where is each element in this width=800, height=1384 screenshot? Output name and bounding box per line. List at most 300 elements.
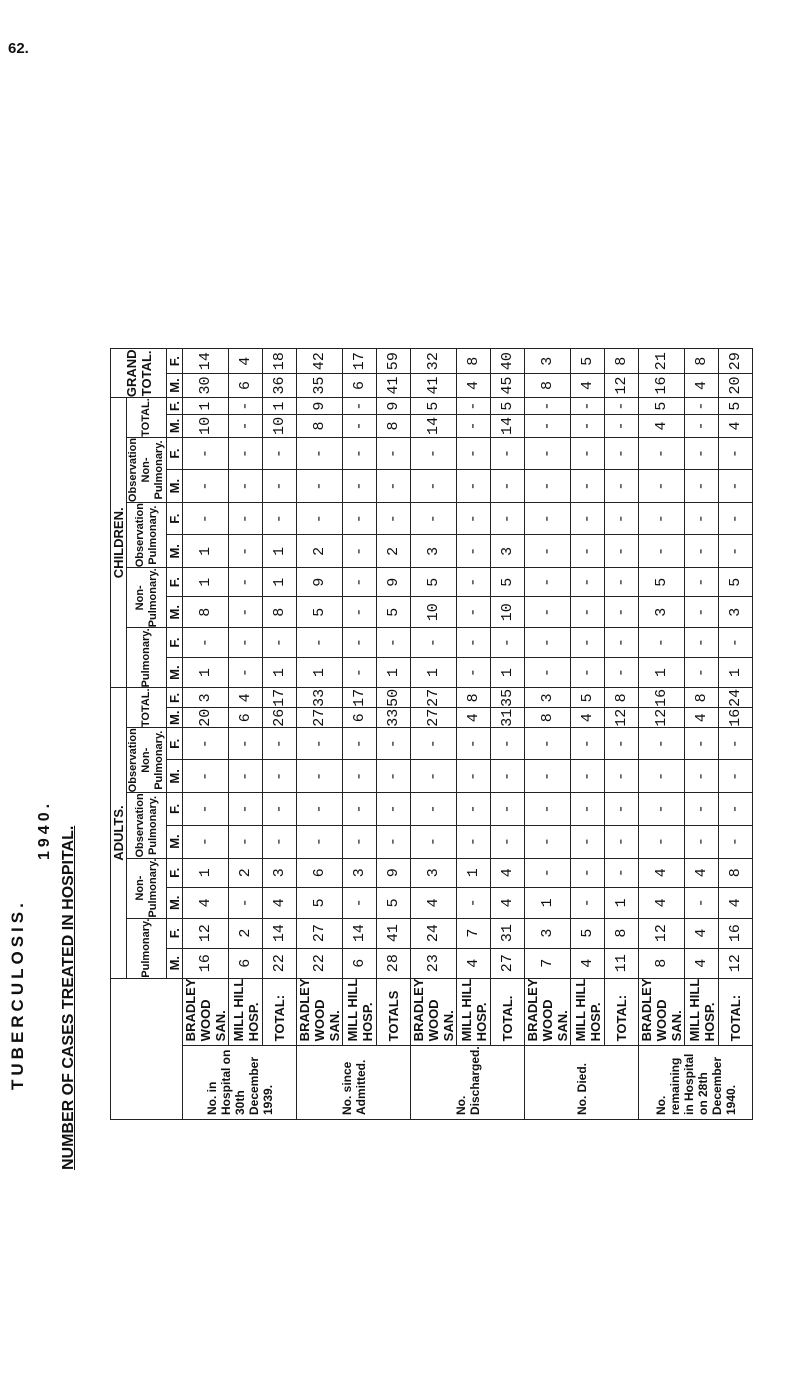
adults-value-cell: - <box>263 793 297 825</box>
row-label: MILL HILL HOSP. <box>229 978 263 1046</box>
adults-value-cell: 6 <box>229 708 263 728</box>
adults-value-cell: - <box>229 793 263 825</box>
table-row <box>685 349 719 1120</box>
sex-header-f: F. <box>167 503 183 535</box>
children-value-cell: 10 <box>263 414 297 437</box>
adults-value-cell: - <box>525 793 571 825</box>
children-value-cell: - <box>639 437 685 469</box>
adults-value-cell: 14 <box>263 918 297 948</box>
children-value-cell: 5 <box>411 568 457 597</box>
table-row <box>719 349 753 1120</box>
row-label: BRADLEY WOOD SAN. <box>525 978 571 1046</box>
children-value-cell: 10 <box>183 414 229 437</box>
table-row <box>491 349 525 1120</box>
children-value-cell: - <box>343 597 377 628</box>
children-value-cell: - <box>571 503 605 535</box>
children-value-cell: 1 <box>183 568 229 597</box>
adults-value-cell: 16 <box>719 918 753 948</box>
row-label: MILL HILL HOSP. <box>685 978 719 1046</box>
children-value-cell: - <box>343 470 377 503</box>
children-value-cell: 5 <box>639 568 685 597</box>
adults-value-cell: - <box>343 760 377 793</box>
adults-value-cell: 26 <box>263 708 297 728</box>
adults-value-cell: 4 <box>263 888 297 919</box>
adults-value-cell: 27 <box>297 918 343 948</box>
adults-value-cell: 27 <box>411 708 457 728</box>
sex-header-f: F. <box>167 858 183 887</box>
children-value-cell: 5 <box>297 597 343 628</box>
sex-header-m: M. <box>167 414 183 437</box>
children-value-cell: - <box>525 628 571 657</box>
children-value-cell: - <box>719 470 753 503</box>
sex-header-f: F. <box>167 437 183 469</box>
children-value-cell: 1 <box>491 657 525 688</box>
row-label: TOTALS <box>377 978 411 1046</box>
adults-value-cell: - <box>525 825 571 858</box>
row-label: TOTAL: <box>263 978 297 1046</box>
children-value-cell: - <box>571 414 605 437</box>
children-value-cell: - <box>571 597 605 628</box>
children-value-cell: 1 <box>263 568 297 597</box>
table-row <box>377 349 411 1120</box>
adults-value-cell: 27 <box>491 948 525 978</box>
table-row <box>297 349 343 1120</box>
children-value-cell: - <box>457 470 491 503</box>
adults-value-cell: 4 <box>685 948 719 978</box>
grand-value-cell: 8 <box>605 349 639 373</box>
adults-value-cell: 4 <box>229 688 263 708</box>
sex-header-m: M. <box>167 948 183 978</box>
adults-value-cell: - <box>457 825 491 858</box>
adults-value-cell: 12 <box>639 708 685 728</box>
adults-value-cell: - <box>639 728 685 760</box>
adults-value-cell: 33 <box>297 688 343 708</box>
adults-value-cell: - <box>263 825 297 858</box>
grand-value-cell: 8 <box>685 349 719 373</box>
children-value-cell: - <box>525 437 571 469</box>
adults-value-cell: 3 <box>343 858 377 887</box>
adults-value-cell: - <box>183 793 229 825</box>
children-value-cell: - <box>605 414 639 437</box>
table-row <box>571 349 605 1120</box>
adults-value-cell: 8 <box>605 688 639 708</box>
adults-value-cell: - <box>605 825 639 858</box>
grand-value-cell: 35 <box>297 373 343 397</box>
adults-value-cell: 6 <box>297 858 343 887</box>
adults-value-cell: 12 <box>605 708 639 728</box>
children-value-cell: - <box>263 437 297 469</box>
adults-value-cell: - <box>411 760 457 793</box>
children-value-cell: - <box>457 535 491 568</box>
adults-value-cell: - <box>343 728 377 760</box>
adults-value-cell: - <box>525 728 571 760</box>
children-header: CHILDREN. <box>111 398 127 688</box>
table-row <box>263 349 297 1120</box>
children-value-cell: - <box>183 470 229 503</box>
sex-header-m: M. <box>167 708 183 728</box>
adults-value-cell: 24 <box>411 918 457 948</box>
children-value-cell: - <box>491 503 525 535</box>
adults-value-cell: 4 <box>183 888 229 919</box>
children-value-cell: - <box>685 628 719 657</box>
children-value-cell: - <box>571 398 605 415</box>
grand-value-cell: 8 <box>457 349 491 373</box>
adults-value-cell: - <box>571 825 605 858</box>
children-value-cell: - <box>343 535 377 568</box>
children-value-cell: - <box>377 437 411 469</box>
adults-value-cell: 1 <box>183 858 229 887</box>
adults-value-cell: - <box>263 760 297 793</box>
row-label: MILL HILL HOSP. <box>457 978 491 1046</box>
grand-value-cell: 12 <box>605 373 639 397</box>
children-value-cell: 1 <box>263 535 297 568</box>
children-value-cell: 3 <box>639 597 685 628</box>
adults-value-cell: 8 <box>685 688 719 708</box>
table-row <box>343 349 377 1120</box>
children-value-cell: - <box>229 470 263 503</box>
sex-header-f: F. <box>167 793 183 825</box>
children-value-cell: 5 <box>411 398 457 415</box>
children-value-cell: 8 <box>183 597 229 628</box>
adults-value-cell: 27 <box>297 708 343 728</box>
children-value-cell: 4 <box>719 414 753 437</box>
children-value-cell: - <box>229 628 263 657</box>
adults-value-cell: 16 <box>183 948 229 978</box>
adults-value-cell: 16 <box>719 708 753 728</box>
adults-value-cell: 1 <box>457 858 491 887</box>
grand-value-cell: 42 <box>297 349 343 373</box>
children-value-cell: - <box>263 470 297 503</box>
children-value-cell: - <box>719 535 753 568</box>
children-value-cell: - <box>297 470 343 503</box>
adults-value-cell: 31 <box>491 708 525 728</box>
children-value-cell: 5 <box>719 568 753 597</box>
adults-value-cell: 5 <box>377 888 411 919</box>
children-value-cell: - <box>525 398 571 415</box>
children-value-cell: - <box>377 628 411 657</box>
sex-header-m: M. <box>167 597 183 628</box>
adults-value-cell: - <box>377 825 411 858</box>
children-value-cell: 5 <box>377 597 411 628</box>
adults-value-cell: 5 <box>297 888 343 919</box>
adults-value-cell: 20 <box>183 708 229 728</box>
grand-value-cell: 45 <box>491 373 525 397</box>
adults-value-cell: - <box>491 760 525 793</box>
adults-value-cell: 3 <box>263 858 297 887</box>
adults-value-cell: - <box>605 793 639 825</box>
grand-value-cell: 59 <box>377 349 411 373</box>
children-value-cell: 5 <box>639 398 685 415</box>
adults-value-cell: - <box>297 825 343 858</box>
adults-value-cell: 50 <box>377 688 411 708</box>
children-value-cell: 1 <box>377 657 411 688</box>
children-value-cell: - <box>525 597 571 628</box>
adults-value-cell: 4 <box>685 858 719 887</box>
grand-value-cell: 14 <box>183 349 229 373</box>
adults-value-cell: 4 <box>571 708 605 728</box>
children-value-cell: - <box>411 437 457 469</box>
adults-value-cell: 2 <box>229 858 263 887</box>
adults-value-cell: - <box>297 728 343 760</box>
adults-value-cell: - <box>491 728 525 760</box>
children-value-cell: - <box>571 568 605 597</box>
adults-value-cell: - <box>263 728 297 760</box>
adults-value-cell: - <box>571 760 605 793</box>
adults-value-cell: - <box>491 825 525 858</box>
children-category-header: Observation Pulmonary. <box>127 503 167 568</box>
adults-value-cell: 5 <box>571 918 605 948</box>
adults-value-cell: - <box>525 858 571 887</box>
adults-value-cell: 8 <box>525 708 571 728</box>
adults-value-cell: - <box>411 728 457 760</box>
adults-category-header: Pulmonary. <box>127 918 167 978</box>
adults-value-cell: 4 <box>719 888 753 919</box>
children-value-cell: - <box>229 414 263 437</box>
children-category-header: Observation Non-Pulmonary. <box>127 437 165 503</box>
adults-value-cell: 7 <box>525 948 571 978</box>
grand-value-cell: 3 <box>525 349 571 373</box>
adults-value-cell: - <box>377 793 411 825</box>
row-label: TOTAL. <box>491 978 525 1046</box>
adults-value-cell: 2 <box>229 918 263 948</box>
adults-value-cell: - <box>183 728 229 760</box>
children-value-cell: - <box>297 628 343 657</box>
sex-header-f: F. <box>167 398 183 415</box>
children-value-cell: - <box>343 657 377 688</box>
children-value-cell: 4 <box>639 414 685 437</box>
page-number: 62. <box>8 40 29 57</box>
children-value-cell: - <box>605 657 639 688</box>
grand-value-cell: 32 <box>411 349 457 373</box>
children-value-cell: - <box>457 597 491 628</box>
children-value-cell: 2 <box>377 535 411 568</box>
children-value-cell: - <box>685 398 719 415</box>
children-value-cell: - <box>571 470 605 503</box>
adults-value-cell: - <box>685 793 719 825</box>
adults-value-cell: - <box>297 760 343 793</box>
adults-value-cell: - <box>685 888 719 919</box>
adults-value-cell: 6 <box>229 948 263 978</box>
sex-header-f: F. <box>167 349 183 373</box>
table-row <box>411 349 457 1120</box>
children-value-cell: - <box>457 414 491 437</box>
children-value-cell: 1 <box>183 398 229 415</box>
row-group-label: No. remaining in Hospital on 28th December 1940. <box>639 1046 753 1120</box>
adults-value-cell: - <box>183 825 229 858</box>
adults-value-cell: - <box>343 825 377 858</box>
adults-value-cell: - <box>411 793 457 825</box>
sex-header-m: M. <box>167 373 183 397</box>
children-category-header: Non-Pulmonary. <box>127 568 167 628</box>
children-value-cell: - <box>605 568 639 597</box>
children-value-cell: 9 <box>377 568 411 597</box>
adults-category-header: Observation Pulmonary. <box>127 793 167 858</box>
children-value-cell: - <box>605 628 639 657</box>
children-value-cell: 8 <box>377 414 411 437</box>
adults-value-cell: - <box>605 858 639 887</box>
adults-value-cell: - <box>685 825 719 858</box>
adults-value-cell: 12 <box>183 918 229 948</box>
adults-value-cell: - <box>685 728 719 760</box>
children-value-cell: - <box>605 470 639 503</box>
children-value-cell: - <box>525 470 571 503</box>
children-value-cell: - <box>377 470 411 503</box>
adults-value-cell: 4 <box>457 708 491 728</box>
children-value-cell: - <box>525 535 571 568</box>
children-value-cell: 9 <box>377 398 411 415</box>
grand-value-cell: 4 <box>685 373 719 397</box>
children-value-cell: 10 <box>491 597 525 628</box>
children-value-cell: - <box>343 398 377 415</box>
adults-value-cell: 3 <box>411 858 457 887</box>
adults-value-cell: 4 <box>411 888 457 919</box>
children-value-cell: - <box>411 470 457 503</box>
adults-category-header: TOTAL. <box>127 688 167 728</box>
children-value-cell: - <box>685 657 719 688</box>
adults-value-cell: - <box>639 760 685 793</box>
grand-value-cell: 6 <box>229 373 263 397</box>
adults-category-header: Non-Pulmonary. <box>127 858 167 918</box>
children-value-cell: - <box>343 568 377 597</box>
adults-value-cell: - <box>719 760 753 793</box>
children-value-cell: - <box>639 503 685 535</box>
sex-header-f: F. <box>167 688 183 708</box>
adults-value-cell: 3 <box>183 688 229 708</box>
children-value-cell: - <box>525 568 571 597</box>
adults-value-cell: - <box>639 825 685 858</box>
grand-value-cell: 18 <box>263 349 297 373</box>
adults-value-cell: 16 <box>639 688 685 708</box>
children-value-cell: 14 <box>491 414 525 437</box>
rotated-table-wrapper <box>110 349 753 1121</box>
adults-value-cell: 35 <box>491 688 525 708</box>
adults-value-cell: 12 <box>639 918 685 948</box>
grand-value-cell: 17 <box>343 349 377 373</box>
grand-value-cell: 41 <box>411 373 457 397</box>
table-body <box>183 349 753 1120</box>
grand-value-cell: 41 <box>377 373 411 397</box>
children-value-cell: - <box>719 628 753 657</box>
adults-value-cell: 1 <box>525 888 571 919</box>
children-category-header: Pulmonary. <box>127 628 167 688</box>
sex-header-f: F. <box>167 918 183 948</box>
adults-value-cell: 31 <box>491 918 525 948</box>
adults-value-cell: 14 <box>343 918 377 948</box>
children-value-cell: - <box>491 470 525 503</box>
children-value-cell: 3 <box>411 535 457 568</box>
children-category-header: TOTAL. <box>127 398 167 438</box>
grand-value-cell: 30 <box>183 373 229 397</box>
children-value-cell: 1 <box>297 657 343 688</box>
adults-value-cell: 23 <box>411 948 457 978</box>
grand-value-cell: 29 <box>719 349 753 373</box>
adults-value-cell: 4 <box>685 708 719 728</box>
children-value-cell: - <box>411 503 457 535</box>
sex-header-f: F. <box>167 568 183 597</box>
sex-header-m: M. <box>167 657 183 688</box>
row-group-label: No. Discharged. <box>411 1046 525 1120</box>
grand-value-cell: 16 <box>639 373 685 397</box>
adults-value-cell: 11 <box>605 948 639 978</box>
sex-header-m: M. <box>167 888 183 919</box>
children-value-cell: - <box>719 437 753 469</box>
adults-value-cell: - <box>719 825 753 858</box>
children-value-cell: - <box>605 437 639 469</box>
adults-value-cell: 17 <box>343 688 377 708</box>
adults-value-cell: - <box>685 760 719 793</box>
children-value-cell: - <box>685 535 719 568</box>
table-row <box>525 349 571 1120</box>
children-value-cell: 1 <box>263 398 297 415</box>
adults-value-cell: - <box>639 793 685 825</box>
adults-value-cell: 33 <box>377 708 411 728</box>
adults-value-cell: 4 <box>491 858 525 887</box>
children-value-cell: - <box>263 628 297 657</box>
title-main: TUBERCULOSIS. <box>8 899 27 1090</box>
children-value-cell: - <box>685 568 719 597</box>
adults-value-cell: 8 <box>605 918 639 948</box>
sex-header-f: F. <box>167 728 183 760</box>
adults-value-cell: 4 <box>571 948 605 978</box>
title-subtitle: NUMBER OF CASES TREATED IN HOSPITAL. <box>60 825 77 1170</box>
children-value-cell: 10 <box>411 597 457 628</box>
children-value-cell: - <box>639 535 685 568</box>
adults-value-cell: - <box>571 858 605 887</box>
adults-value-cell: 22 <box>297 948 343 978</box>
adults-value-cell: - <box>719 728 753 760</box>
adults-value-cell: 1 <box>605 888 639 919</box>
children-value-cell: - <box>571 437 605 469</box>
children-value-cell: - <box>229 503 263 535</box>
row-label: BRADLEY WOOD SAN. <box>183 978 229 1046</box>
children-value-cell: 8 <box>263 597 297 628</box>
adults-category-header: Observation Non-Pulmonary. <box>127 728 165 793</box>
adults-value-cell: - <box>571 793 605 825</box>
adults-value-cell: 4 <box>639 888 685 919</box>
children-value-cell: - <box>457 503 491 535</box>
adults-value-cell: - <box>457 760 491 793</box>
children-value-cell: - <box>525 503 571 535</box>
children-value-cell: 5 <box>719 398 753 415</box>
children-value-cell: 8 <box>297 414 343 437</box>
adults-value-cell: 9 <box>377 858 411 887</box>
children-value-cell: - <box>297 503 343 535</box>
adults-value-cell: 6 <box>343 708 377 728</box>
children-value-cell: - <box>229 535 263 568</box>
table-row <box>229 349 263 1120</box>
adults-header: ADULTS. <box>111 688 127 978</box>
sex-header-m: M. <box>167 760 183 793</box>
children-value-cell: - <box>685 597 719 628</box>
children-value-cell: 1 <box>719 657 753 688</box>
children-value-cell: - <box>229 597 263 628</box>
grand-value-cell: 4 <box>571 373 605 397</box>
children-value-cell: 9 <box>297 568 343 597</box>
adults-value-cell: - <box>343 888 377 919</box>
children-value-cell: - <box>229 437 263 469</box>
children-value-cell: - <box>719 503 753 535</box>
children-value-cell: - <box>229 657 263 688</box>
children-value-cell: - <box>263 503 297 535</box>
children-value-cell: 3 <box>491 535 525 568</box>
row-label: MILL HILL HOSP. <box>343 978 377 1046</box>
children-value-cell: - <box>685 503 719 535</box>
adults-value-cell: - <box>457 793 491 825</box>
children-value-cell: - <box>571 657 605 688</box>
children-value-cell: - <box>571 628 605 657</box>
children-value-cell: - <box>457 437 491 469</box>
adults-value-cell: - <box>229 825 263 858</box>
